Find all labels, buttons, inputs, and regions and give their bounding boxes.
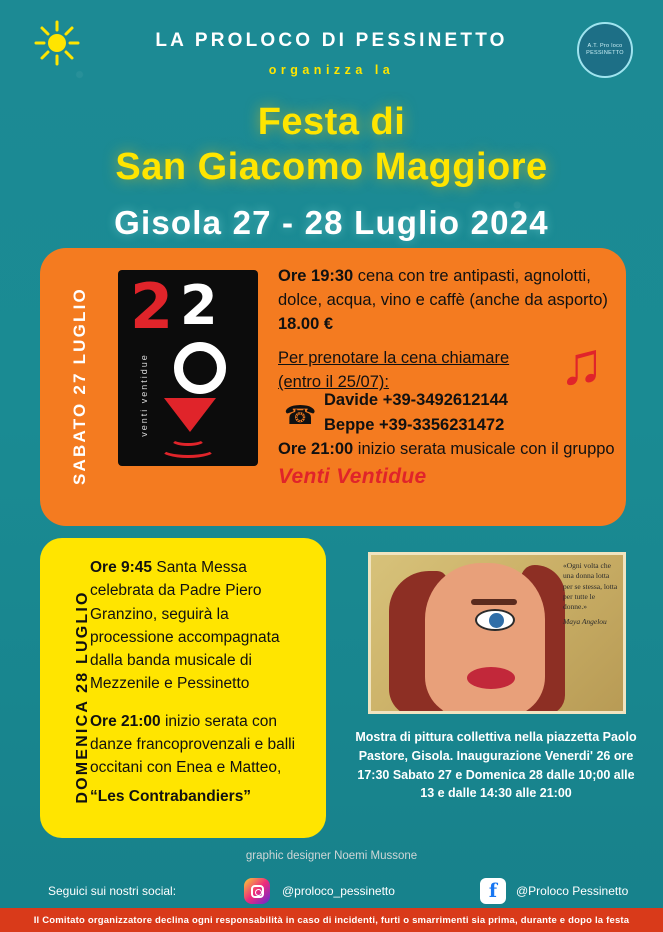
album-number-right: 2 [180, 274, 218, 337]
footer-disclaimer-text: Il Comitato organizzatore declina ogni responsabilità in caso di incidenti, furti o smarrimenti sia prima, durante e dopo la festa [33, 914, 630, 926]
evening-description: inizio serata con danze francoprovenzali e balli occitani con Enea e Matteo, [90, 712, 296, 776]
phone-icon: ☎ [284, 400, 317, 430]
music-description: inizio serata musicale con il gruppo [353, 440, 615, 458]
artwork-quote [563, 561, 619, 627]
organizer-name: LA PROLOCO DI PESSINETTO [155, 30, 508, 51]
designer-credit: graphic designer Noemi Mussone [245, 850, 418, 862]
booking-line-1: Per prenotare la cena chiamare [278, 349, 510, 368]
music-note-icon: ♫ [559, 330, 604, 397]
saturday-music-block [278, 438, 618, 492]
album-zero-ring [174, 342, 226, 394]
album-vertical-text: venti ventidue [138, 353, 149, 437]
instagram-icon[interactable] [244, 878, 270, 904]
dinner-price: 18.00 € [278, 315, 334, 334]
painting-artwork [368, 552, 626, 714]
exposition-info: Mostra di pittura collettiva nella piazzetta Paolo Pastore, Gisola. Inaugurazione Venerdi' 26 ore 17:30 Sabato 27 e Domenica 28 dalle 10;00 alle 13 e dalle 14:30 alle 21:00 [355, 730, 637, 801]
booking-line-2: (entro il 25/07): [278, 373, 389, 392]
saturday-side-label: SABATO 27 LUGLIO [70, 287, 89, 485]
sunday-panel [40, 538, 326, 838]
poster-header [0, 0, 663, 92]
instagram-handle[interactable]: @proloco_pessinetto [282, 884, 395, 898]
social-label: Seguici sui nostri social: [48, 884, 177, 898]
dance-group-name: “Les Contrabandiers” [90, 788, 252, 806]
music-time: Ore 21:00 [278, 440, 354, 458]
contact-beppe[interactable]: Beppe +39-3356231472 [324, 416, 505, 435]
mass-description: Santa Messa celebrata da Padre Piero Granzino, seguirà la processione accompagnata dalla banda musicale di Mezzenile e Pessinetto [90, 559, 280, 693]
saturday-panel [40, 248, 626, 526]
contact-davide[interactable]: Davide +39-3492612144 [324, 391, 508, 409]
organizza-text: organizza la [268, 63, 395, 77]
dinner-description: cena con tre antipasti, agnolotti, dolce, acqua, vino e caffè (anche da asporto) [278, 267, 608, 310]
sound-wave-icon [160, 440, 216, 458]
quote-author: Maya Angelou [563, 616, 607, 626]
megaphone-icon [164, 398, 216, 432]
festival-dates: Gisola 27 - 28 Luglio 2024 [114, 203, 549, 241]
festival-title-line1: Festa di [257, 101, 406, 143]
mass-time: Ore 9:45 [90, 559, 153, 576]
artwork-face [425, 563, 545, 714]
social-bar [0, 878, 663, 908]
footer-disclaimer-bar [0, 908, 663, 932]
proloco-logo [577, 22, 633, 78]
album-number-left: 2 [130, 270, 174, 343]
proloco-logo-text: A.T. Pro loco PESSINETTO [586, 43, 624, 56]
artwork-eyebrow [471, 599, 517, 605]
evening-time: Ore 21:00 [90, 712, 161, 730]
festival-title-line2: San Giacomo Maggiore [115, 145, 548, 188]
artwork-pupil [489, 613, 504, 628]
artwork-lips [467, 667, 515, 689]
dinner-time: Ore 19:30 [278, 267, 354, 285]
sunday-program [90, 556, 314, 809]
facebook-handle[interactable]: @Proloco Pessinetto [516, 884, 629, 898]
sunday-side-label: DOMENICA 28 LUGLIO [74, 590, 91, 804]
title-block [0, 100, 663, 242]
band-album-art [118, 270, 258, 466]
quote-text: «Ogni volta che una donna lotta per se stessa, lotta per tutte le donne.» [563, 561, 618, 612]
band-name: Venti Ventidue [278, 464, 427, 488]
facebook-icon[interactable]: f [480, 878, 506, 904]
